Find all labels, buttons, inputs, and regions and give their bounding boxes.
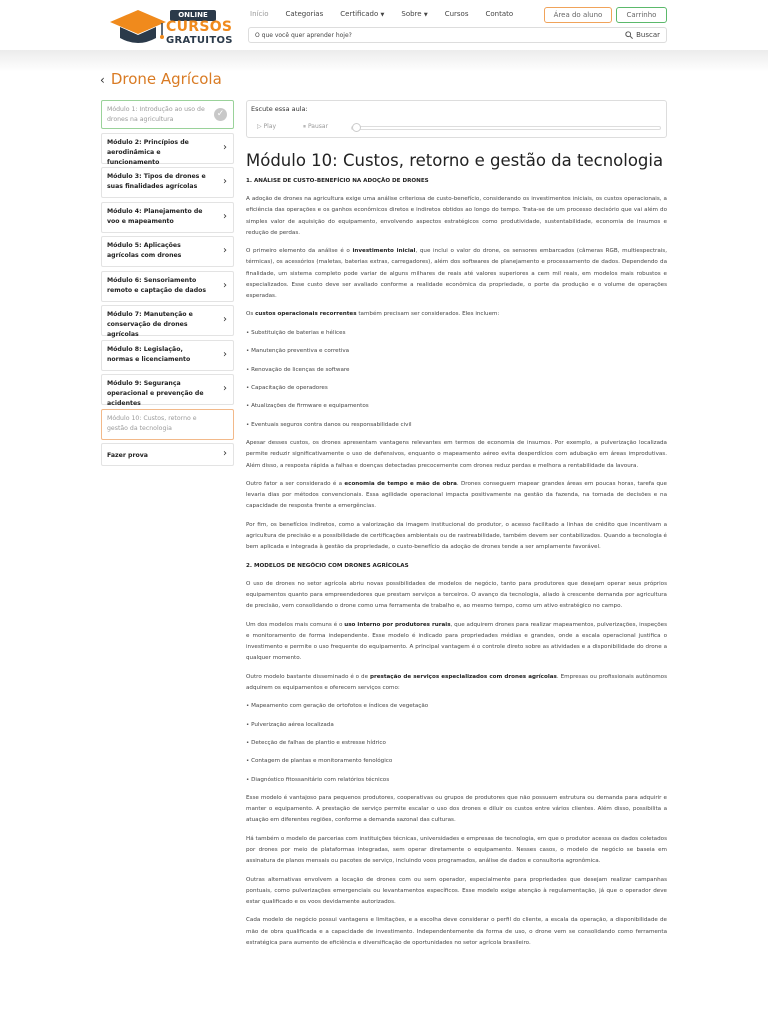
paragraph: [246, 479, 667, 513]
paragraph: [246, 309, 667, 320]
nav-contato[interactable]: Contato: [485, 10, 514, 18]
graduation-cap-icon: [108, 6, 168, 48]
play-button[interactable]: [257, 123, 276, 130]
paragraph: A adoção de drones na agricultura exige uma análise criteriosa de custo-benefício, considerando os investimentos iniciais, os custos operacionais, a eficiência das operações e os ganhos econômicos diretos e indiretos obtidos ao longo do tempo. Trata-se de um processo decisório que vai além do simples valor de aquisição do equipamento, envolvendo aspectos estratégicos como produtividade, sustentabilidade, economia de insumos e redução de perdas.: [246, 196, 667, 236]
chevron-left-icon: ‹: [100, 73, 105, 87]
nav-certificado-label: Certificado: [340, 10, 379, 18]
logo-cursos: CURSOS: [166, 19, 233, 35]
nav-sobre[interactable]: [401, 10, 427, 22]
list-item: • Substituição de baterias e hélices: [246, 329, 346, 336]
take-exam-label: Fazer prova: [107, 452, 148, 459]
module-label: Módulo 10: Custos, retorno e gestão da tecnologia: [107, 414, 197, 432]
chevron-right-icon: ›: [223, 348, 227, 360]
list-item: • Eventuais seguros contra danos ou responsabilidade civil: [246, 421, 412, 428]
list-item: • Mapeamento com geração de ortofotos e índices de vegetação: [246, 703, 429, 710]
text: , que adquirem drones para realizar mapeamentos, pulverizações, inspeções e monitoramento de forma independente. Esse modelo é indicado para propriedades médias e grandes, onde a escala operacional justifica o investimento e permite o uso frequente do equipamento. A principal vantagem é o controle direto sobre as atividades e a disponibilidade do drone a qualquer momento.: [246, 621, 668, 662]
module-label: Módulo 8: Legislação, normas e licenciamento: [107, 345, 191, 363]
module-label: Módulo 5: Aplicações agrícolas com drones: [107, 242, 182, 259]
bold-text: custos operacionais recorrentes: [255, 311, 357, 318]
module-item-1[interactable]: [101, 100, 234, 129]
main-nav: [250, 10, 530, 22]
breadcrumb[interactable]: [100, 70, 222, 88]
chevron-right-icon: ›: [223, 314, 227, 325]
search-button[interactable]: [625, 31, 660, 39]
module-label: Módulo 1: Introdução ao uso de drones na agricultura: [107, 106, 205, 123]
pause-icon: ⏸: [303, 123, 307, 130]
module-item-10[interactable]: [101, 409, 234, 440]
nav-inicio[interactable]: Início: [250, 10, 269, 18]
section-heading: 2. MODELOS DE NEGÓCIO COM DRONES AGRÍCOLAS: [246, 562, 409, 569]
play-label: Play: [263, 123, 277, 130]
text: , que inclui o valor do drone, os sensores embarcados (câmeras RGB, multiespectrais, térmicas), os acessórios (maletas, baterias extras, carregadores), além dos softwares de planejamento e processamento de dados. Dependendo da finalidade, um sistema completo pode variar de alguns milhares de reais até valores superiores a cem mil reais, em modelos mais robustos e especializados. Esse custo deve ser avaliado conforme a realidade econômica da propriedade, o porte da produção e o volume de operações esperadas.: [246, 248, 668, 300]
pause-button[interactable]: [303, 123, 328, 131]
text: Outro modelo bastante disseminado é o de: [246, 673, 370, 680]
module-label: Módulo 6: Sensoriamento remoto e captação de dados: [107, 276, 207, 294]
chevron-right-icon: ›: [223, 383, 227, 394]
module-item-5[interactable]: [101, 236, 234, 267]
list-item: • Manutenção preventiva e corretiva: [246, 348, 350, 355]
paragraph: Por fim, os benefícios indiretos, como a valorização da imagem institucional do produtor, o acesso facilitado a linhas de crédito que incentivam a agricultura de precisão e a possibilidade de certificações ambientais ou de rastreabilidade, também devem ser contabilizados. Quando a tecnologia é bem aplicada e integrada à gestão da propriedade, o custo-benefício da adoção de drones tende a ser amplamente favorável.: [246, 521, 667, 551]
cart-button[interactable]: Carrinho: [616, 7, 667, 23]
text: Um dos modelos mais comuns é o: [246, 621, 345, 628]
module-item-4[interactable]: [101, 202, 234, 233]
paragraph: Cada modelo de negócio possui vantagens e limitações, e a escolha deve considerar o perfil do cliente, a escala da operação, a disponibilidade de mão de obra qualificada e a capacidade de investimento. Independentemente da forma de uso, o drone vem se consolidando como ferramenta estratégica para aumento de eficiência e diversificação de oportunidades no setor agrícola brasileiro.: [246, 917, 667, 946]
check-icon: ✓: [214, 108, 227, 121]
student-area-button[interactable]: Área do aluno: [544, 7, 612, 23]
module-label: Módulo 7: Manutenção e conservação de drones agrícolas: [107, 311, 193, 338]
logo-gratuitos: GRATUITOS: [166, 35, 233, 46]
module-item-8[interactable]: [101, 340, 234, 371]
nav-cursos[interactable]: Cursos: [444, 10, 469, 18]
text: . Empresas ou profissionais autônomos adquirem os equipamentos e oferecem serviços como:: [246, 673, 668, 691]
audio-player: [246, 100, 667, 138]
take-exam-item[interactable]: [101, 443, 234, 466]
search-icon: [625, 31, 633, 39]
course-title: Drone Agrícola: [110, 70, 222, 88]
text: também precisam ser considerados. Eles incluem:: [356, 311, 500, 318]
chevron-right-icon: ›: [223, 210, 227, 222]
module-label: Módulo 4: Planejamento de voo e mapeamento: [107, 207, 203, 225]
list-item: • Atualizações de firmware e equipamentos: [246, 403, 369, 410]
paragraph: Esse modelo é vantajoso para pequenos produtores, cooperativas ou grupos de produtores que não possuem estrutura ou demanda para adquirir e manter o equipamento. A prestação de serviço permite escalar o uso dos drones e diluir os custos entre vários clientes. Além disso, possibilita a atuação em diferentes regiões, conforme a demanda sazonal das culturas.: [246, 795, 667, 824]
list-item: • Pulverização aérea localizada: [246, 721, 334, 728]
text: Outro fator a ser considerado é a: [246, 480, 345, 487]
bold-text: investimento inicial: [352, 248, 416, 255]
list-item: • Contagem de plantas e monitoramento fenológico: [246, 758, 393, 765]
chevron-right-icon: ›: [223, 448, 227, 459]
search-button-label: Buscar: [636, 31, 660, 39]
module-label: Módulo 2: Princípios de aerodinâmica e funcionamento: [107, 138, 189, 166]
module-item-3[interactable]: [101, 167, 234, 198]
bold-text: uso interno por produtores rurais: [344, 621, 451, 628]
module-item-7[interactable]: [101, 305, 234, 336]
paragraph: O uso de drones no setor agrícola abriu novas possibilidades de modelos de negócio, tanto para produtores que desejam operar seus próprios equipamentos quanto para empreendedores que prestam serviços a terceiros. O avanço da tecnologia, aliado à crescente demanda por agricultura de precisão, vem consolidando o drone como uma ferramenta de trabalho e, ao mesmo tempo, como um ativo estratégico no campo.: [246, 580, 667, 610]
audio-progress-handle[interactable]: [352, 123, 361, 132]
chevron-right-icon: ›: [223, 279, 227, 291]
module-label: Módulo 9: Segurança operacional e prevenção de acidentes: [107, 380, 204, 407]
audio-label: Escute essa aula:: [251, 105, 308, 113]
paragraph: Há também o modelo de parcerias com instituições técnicas, universidades e empresas de tecnologia, em que o produtor acessa os dados coletados por drones por meio de plataformas integradas, sem operar diretamente o equipamento. Nesses casos, o modelo de negócio se baseia em assinatura de planos mensais ou pacotes de serviço, incluindo voos programados, análise de dados e consultoria agronômica.: [246, 835, 667, 865]
chevron-right-icon: ›: [223, 141, 227, 153]
search-bar: [248, 27, 667, 43]
module-label: Módulo 3: Tipos de drones e suas finalidades agrícolas: [107, 173, 206, 190]
nav-certificado[interactable]: [340, 10, 384, 22]
text: O primeiro elemento da análise é o: [246, 248, 353, 255]
audio-progress-track[interactable]: [351, 126, 661, 130]
lesson-article: [246, 176, 667, 956]
site-header: [0, 0, 768, 50]
paragraph: [246, 246, 667, 302]
paragraph: [246, 672, 667, 694]
logo-online: ONLINE: [170, 10, 216, 21]
module-item-6[interactable]: [101, 271, 234, 302]
pause-label: Pausar: [307, 123, 329, 130]
nav-sobre-label: Sobre: [401, 10, 422, 18]
text: . Drones conseguem mapear grandes áreas em poucas horas, tarefa que levaria dias por métodos convencionais. Essa agilidade operacional impacta positivamente na gestão da fazenda, na tomada de decisões e na capacidade de resposta frente a emergências.: [246, 480, 668, 510]
paragraph: Outras alternativas envolvem a locação de drones com ou sem operador, especialmente para propriedades que desejam realizar campanhas pontuais, como pulverizações emergenciais ou levantamentos específicos. Esse modelo exige atenção à regulamentação, já que o operador deve estar qualificado e os voos devidamente autorizados.: [246, 876, 667, 906]
page-title: Módulo 10: Custos, retorno e gestão da tecnologia: [246, 151, 664, 170]
module-item-9[interactable]: [101, 374, 234, 405]
list-item: • Diagnóstico fitossanitário com relatórios técnicos: [246, 776, 390, 783]
list-item: • Renovação de licenças de software: [246, 366, 350, 373]
paragraph: Apesar desses custos, os drones apresentam vantagens relevantes em termos de economia de insumos. Por exemplo, a pulverização localizada permite reduzir significativamente o uso de defensivos, enquanto o mapeamento aéreo evita desperdícios com adubação em áreas improdutivas. Além disso, a resposta rápida a falhas e doenças detectadas precocemente com drones reduz perdas e melhora a rentabilidade da lavoura.: [246, 440, 667, 469]
site-logo[interactable]: [108, 6, 233, 48]
module-sidebar: [101, 100, 234, 470]
bold-text: economia de tempo e mão de obra: [344, 480, 457, 487]
header-shadow-band: [0, 50, 768, 72]
play-icon: ▷: [257, 123, 262, 130]
nav-categorias[interactable]: Categorias: [285, 10, 324, 18]
bold-text: prestação de serviços especializados com drones agrícolas: [369, 673, 557, 680]
chevron-right-icon: ›: [223, 245, 227, 256]
search-input[interactable]: O que você quer aprender hoje?: [255, 32, 352, 39]
list-item: • Capacitação de operadores: [246, 384, 328, 391]
module-item-2[interactable]: [101, 133, 234, 164]
section-heading: 1. ANÁLISE DE CUSTO-BENEFÍCIO NA ADOÇÃO DE DRONES: [246, 178, 429, 184]
chevron-right-icon: ›: [223, 176, 227, 187]
list-item: • Detecção de falhas de plantio e estresse hídrico: [246, 739, 386, 746]
chevron-down-icon: ▼: [380, 12, 385, 18]
text: Os: [246, 311, 256, 318]
chevron-down-icon: ▼: [423, 12, 428, 18]
paragraph: [246, 620, 667, 665]
